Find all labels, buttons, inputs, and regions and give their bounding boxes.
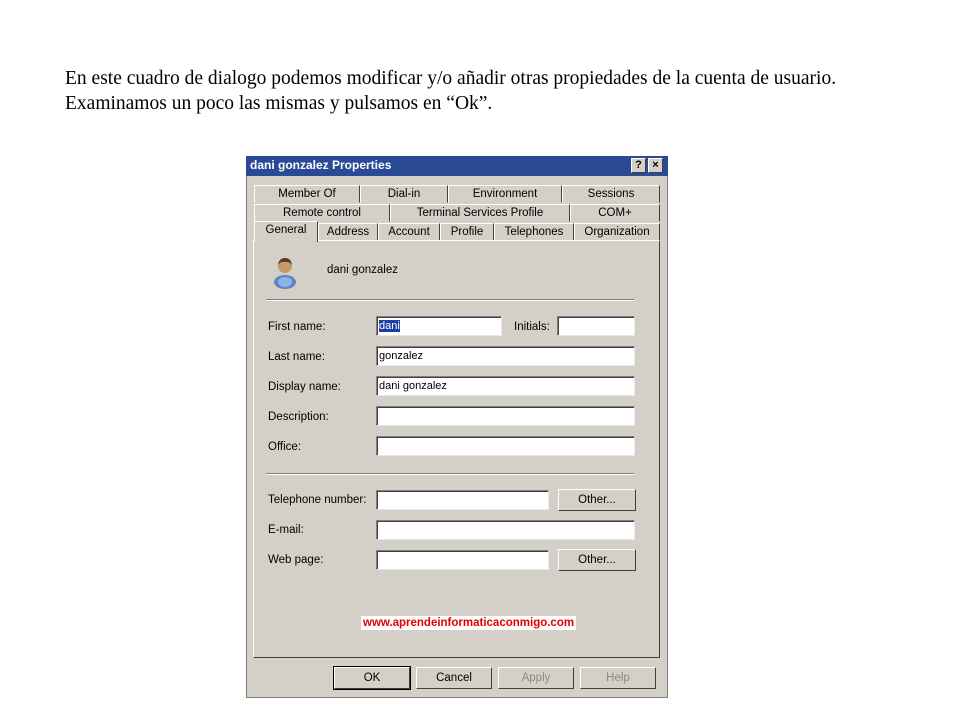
tab-terminal-services-profile[interactable]: Terminal Services Profile — [390, 204, 570, 222]
watermark-url: www.aprendeinformaticaconmigo.com — [363, 617, 575, 629]
tab-general[interactable]: General — [254, 221, 318, 242]
user-icon — [272, 255, 298, 289]
telephone-label: Telephone number: — [268, 494, 367, 506]
separator-middle — [266, 473, 634, 475]
user-display-name: dani gonzalez — [327, 264, 398, 276]
tab-environment[interactable]: Environment — [448, 185, 562, 203]
tab-organization[interactable]: Organization — [574, 223, 660, 241]
telephone-other-button[interactable]: Other... — [558, 489, 636, 511]
tab-member-of[interactable]: Member Of — [254, 185, 360, 203]
title-bar — [246, 156, 668, 176]
web-page-field[interactable] — [376, 550, 549, 570]
caption — [65, 66, 935, 116]
web-page-other-button[interactable]: Other... — [558, 549, 636, 571]
help-button[interactable]: Help — [580, 667, 656, 689]
tab-account[interactable]: Account — [378, 223, 440, 241]
help-title-button[interactable]: ? — [631, 158, 646, 173]
tab-profile[interactable]: Profile — [440, 223, 494, 241]
display-name-field[interactable]: dani gonzalez — [376, 376, 635, 396]
caption-line-2: Examinamos un poco las mismas y pulsamos en “Ok”. — [65, 93, 493, 114]
last-name-field[interactable]: gonzalez — [376, 346, 635, 366]
tab-telephones[interactable]: Telephones — [494, 223, 574, 241]
caption-line-1: En este cuadro de dialogo podemos modificar y/o añadir otras propiedades de la cuenta de usuario. — [65, 68, 837, 89]
tab-com-plus[interactable]: COM+ — [570, 204, 660, 222]
properties-dialog — [246, 156, 668, 698]
separator-top — [266, 299, 634, 301]
cancel-button[interactable]: Cancel — [416, 667, 492, 689]
close-button[interactable]: × — [648, 158, 663, 173]
tab-sessions[interactable]: Sessions — [562, 185, 660, 203]
description-field[interactable] — [376, 406, 635, 426]
apply-button[interactable]: Apply — [498, 667, 574, 689]
initials-label: Initials: — [514, 321, 550, 333]
general-panel — [253, 240, 660, 658]
office-label: Office: — [268, 441, 302, 453]
first-name-value: dani — [379, 320, 400, 332]
description-label: Description: — [268, 411, 329, 423]
dialog-title: dani gonzalez Properties — [250, 158, 392, 172]
initials-field[interactable] — [557, 316, 635, 336]
display-name-label: Display name: — [268, 381, 341, 393]
email-field[interactable] — [376, 520, 635, 540]
web-page-label: Web page: — [268, 554, 324, 566]
tab-remote-control[interactable]: Remote control — [254, 204, 390, 222]
last-name-label: Last name: — [268, 351, 325, 363]
office-field[interactable] — [376, 436, 635, 456]
email-label: E-mail: — [268, 524, 304, 536]
first-name-label: First name: — [268, 321, 326, 333]
tab-address[interactable]: Address — [318, 223, 378, 241]
ok-button[interactable]: OK — [334, 667, 410, 689]
first-name-field[interactable] — [376, 316, 502, 336]
telephone-field[interactable] — [376, 490, 549, 510]
tab-dial-in[interactable]: Dial-in — [360, 185, 448, 203]
